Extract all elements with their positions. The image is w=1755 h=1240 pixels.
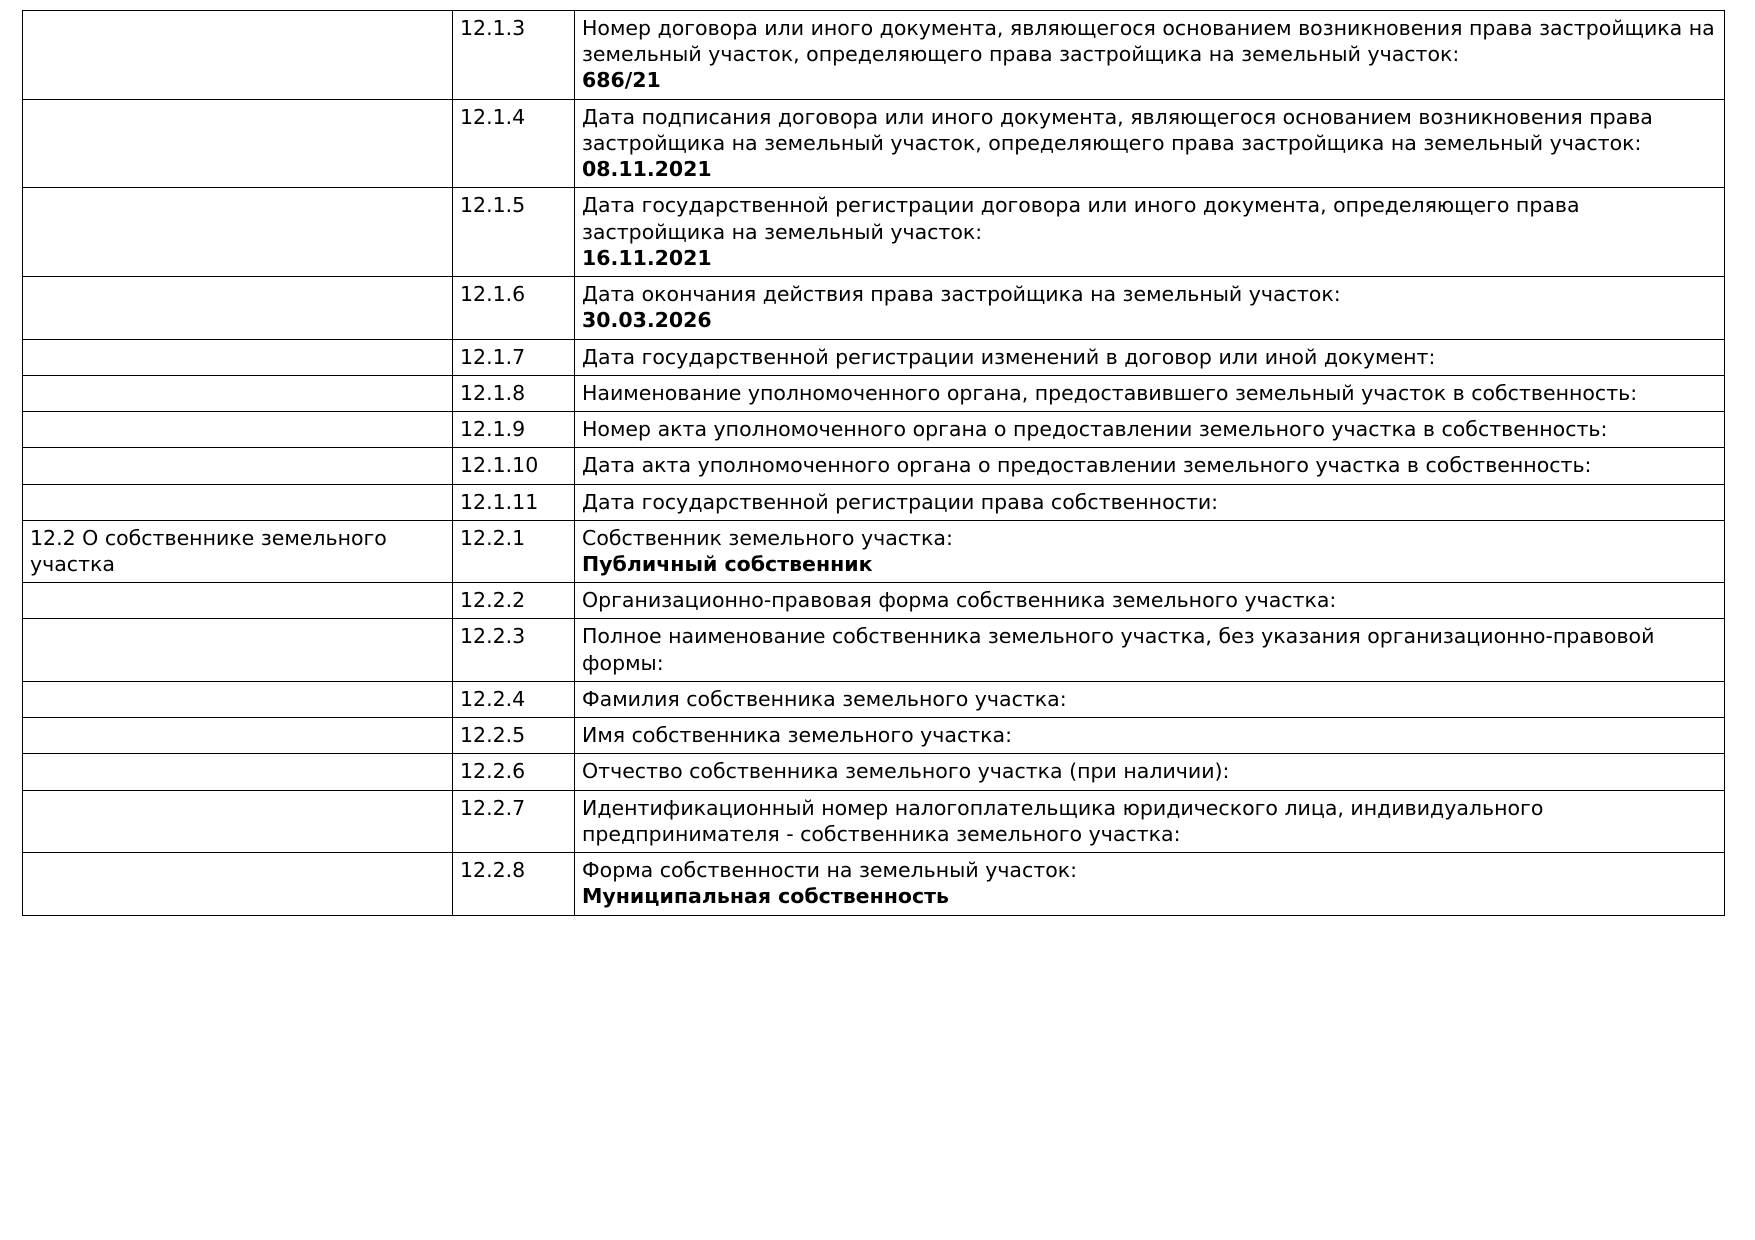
code-cell: 12.2.4: [453, 681, 575, 717]
section-cell: [23, 790, 453, 852]
text-cell: [575, 754, 1725, 790]
text-cell: [575, 188, 1725, 277]
field-label: Наименование уполномоченного органа, предоставившего земельный участок в собственность:: [582, 380, 1638, 405]
text-cell: [575, 339, 1725, 375]
code-cell: 12.2.8: [453, 853, 575, 915]
field-value: Публичный собственник: [582, 551, 873, 576]
section-cell: [23, 99, 453, 188]
field-label: Идентификационный номер налогоплательщика юридического лица, индивидуального предпринимателя - собственника земельного участка:: [582, 795, 1544, 846]
table-row: [23, 853, 1725, 915]
text-cell: [575, 412, 1725, 448]
field-label: Дата государственной регистрации права собственности:: [582, 489, 1219, 514]
land-plot-info-table: [22, 10, 1725, 916]
code-cell: 12.1.6: [453, 277, 575, 339]
field-label: Полное наименование собственника земельного участка, без указания организационно-правовой формы:: [582, 624, 1655, 675]
text-cell: [575, 375, 1725, 411]
table-row: [23, 99, 1725, 188]
code-cell: 12.2.6: [453, 754, 575, 790]
table-row: [23, 339, 1725, 375]
text-cell: [575, 790, 1725, 852]
table-row: [23, 754, 1725, 790]
text-cell: [575, 277, 1725, 339]
text-cell: [575, 99, 1725, 188]
text-cell: [575, 853, 1725, 915]
text-cell: [575, 11, 1725, 100]
code-cell: 12.1.5: [453, 188, 575, 277]
text-cell: [575, 718, 1725, 754]
code-cell: 12.1.8: [453, 375, 575, 411]
code-cell: 12.2.1: [453, 520, 575, 582]
table-row: [23, 583, 1725, 619]
code-cell: 12.2.2: [453, 583, 575, 619]
table-row: [23, 188, 1725, 277]
section-cell: [23, 754, 453, 790]
section-cell: [23, 188, 453, 277]
section-cell: [23, 412, 453, 448]
section-cell: [23, 448, 453, 484]
field-label: Дата акта уполномоченного органа о предоставлении земельного участка в собственность:: [582, 453, 1592, 478]
section-cell: 12.2 О собственнике земельного участка: [23, 520, 453, 582]
table-row: [23, 718, 1725, 754]
text-cell: [575, 448, 1725, 484]
code-cell: 12.1.7: [453, 339, 575, 375]
section-cell: [23, 583, 453, 619]
code-cell: 12.2.3: [453, 619, 575, 681]
section-cell: [23, 11, 453, 100]
field-label: Дата государственной регистрации изменений в договор или иной документ:: [582, 344, 1436, 369]
field-value: 08.11.2021: [582, 157, 712, 182]
section-cell: [23, 277, 453, 339]
table-row: [23, 484, 1725, 520]
section-cell: [23, 681, 453, 717]
field-value: Муниципальная собственность: [582, 884, 949, 909]
text-cell: [575, 681, 1725, 717]
field-value: 686/21: [582, 68, 661, 93]
section-cell: [23, 484, 453, 520]
code-cell: 12.2.5: [453, 718, 575, 754]
field-label: Дата окончания действия права застройщика на земельный участок:: [582, 282, 1341, 307]
section-cell: [23, 619, 453, 681]
section-cell: [23, 339, 453, 375]
field-label: Дата подписания договора или иного документа, являющегося основанием возникновения права застройщика на земельный участок, определяющего права застройщика на земельный участок:: [582, 104, 1653, 155]
code-cell: 12.1.4: [453, 99, 575, 188]
field-value: 16.11.2021: [582, 245, 712, 270]
table-row: [23, 11, 1725, 100]
table-row: [23, 681, 1725, 717]
text-cell: [575, 583, 1725, 619]
field-label: Имя собственника земельного участка:: [582, 723, 1013, 748]
code-cell: 12.2.7: [453, 790, 575, 852]
text-cell: [575, 484, 1725, 520]
field-label: Дата государственной регистрации договора или иного документа, определяющего права застройщика на земельный участок:: [582, 193, 1580, 244]
table-row: [23, 375, 1725, 411]
field-value: 30.03.2026: [582, 308, 712, 333]
table-row: [23, 619, 1725, 681]
table-row: [23, 277, 1725, 339]
code-cell: 12.1.11: [453, 484, 575, 520]
field-label: Номер акта уполномоченного органа о предоставлении земельного участка в собственность:: [582, 417, 1608, 442]
table-row: [23, 448, 1725, 484]
section-cell: [23, 375, 453, 411]
table-row: [23, 790, 1725, 852]
section-cell: [23, 853, 453, 915]
table-row: [23, 412, 1725, 448]
field-label: Собственник земельного участка:: [582, 525, 953, 550]
field-label: Отчество собственника земельного участка (при наличии):: [582, 759, 1230, 784]
field-label: Фамилия собственника земельного участка:: [582, 686, 1067, 711]
code-cell: 12.1.3: [453, 11, 575, 100]
field-label: Форма собственности на земельный участок:: [582, 858, 1078, 883]
table-body: [23, 11, 1725, 916]
section-cell: [23, 718, 453, 754]
code-cell: 12.1.10: [453, 448, 575, 484]
code-cell: 12.1.9: [453, 412, 575, 448]
field-label: Номер договора или иного документа, являющегося основанием возникновения права застройщика на земельный участок, определяющего права застройщика на земельный участок:: [582, 16, 1715, 67]
table-row: [23, 520, 1725, 582]
field-label: Организационно-правовая форма собственника земельного участка:: [582, 588, 1337, 613]
text-cell: [575, 520, 1725, 582]
text-cell: [575, 619, 1725, 681]
